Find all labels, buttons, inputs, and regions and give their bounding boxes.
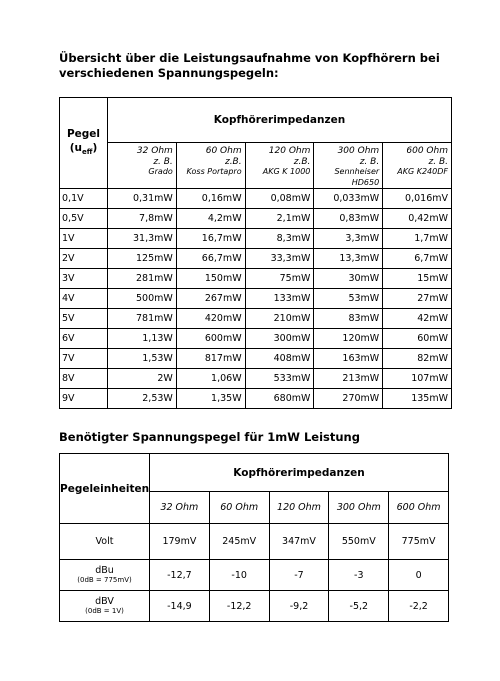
- power-cell: 1,35W: [176, 389, 245, 409]
- column-ohm: 32 Ohm: [136, 146, 173, 156]
- power-cell: 420mW: [176, 309, 245, 329]
- impedance-column-header: [245, 143, 314, 189]
- unit-label: dBV: [95, 596, 114, 607]
- impedance-column-header: [108, 143, 177, 189]
- power-cell: 500mW: [108, 289, 177, 309]
- power-cell: 270mW: [314, 389, 383, 409]
- section2-title: Benötigter Spannungspegel für 1mW Leistung: [59, 430, 360, 444]
- power-cell: 1,13W: [108, 329, 177, 349]
- level-cell: -9,2: [269, 591, 329, 622]
- level-cell: 347mV: [269, 524, 329, 560]
- power-cell: 60mW: [383, 329, 452, 349]
- power-cell: 7,8mW: [108, 209, 177, 229]
- power-cell: 1,06W: [176, 369, 245, 389]
- table-row: [60, 560, 449, 591]
- voltage-label: 2V: [60, 249, 108, 269]
- table-row: [60, 249, 452, 269]
- impedance-column-header: 300 Ohm: [329, 492, 389, 524]
- unit-label-cell: [60, 524, 150, 560]
- power-cell: 2,1mW: [245, 209, 314, 229]
- power-cell: 0,16mW: [176, 189, 245, 209]
- table-row: [60, 369, 452, 389]
- impedance-column-header: 120 Ohm: [269, 492, 329, 524]
- impedance-column-header: 32 Ohm: [150, 492, 210, 524]
- power-cell: 75mW: [245, 269, 314, 289]
- impedance-column-header: [314, 143, 383, 189]
- pegeleinheiten-header: Pegeleinheiten: [60, 454, 150, 524]
- table-row: [60, 269, 452, 289]
- power-cell: 210mW: [245, 309, 314, 329]
- power-table: [59, 97, 452, 409]
- level-table: [59, 453, 449, 622]
- power-cell: 2W: [108, 369, 177, 389]
- unit-reference-note: (0dB = 775mV): [77, 576, 132, 584]
- column-ohm: 120 Ohm: [268, 146, 311, 156]
- level-cell: 0: [389, 560, 449, 591]
- power-cell: 135mW: [383, 389, 452, 409]
- power-cell: 781mW: [108, 309, 177, 329]
- level-cell: -7: [269, 560, 329, 591]
- column-model: AKG K 1000: [262, 167, 311, 176]
- unit-label-cell: [60, 560, 150, 591]
- impedance-header: Kopfhörerimpedanzen: [108, 98, 452, 143]
- table-row: [60, 209, 452, 229]
- power-cell: 300mW: [245, 329, 314, 349]
- power-cell: 30mW: [314, 269, 383, 289]
- section1-title: Übersicht über die Leistungsaufnahme von Kopfhörern bei verschiedenen Spannungspegeln:: [59, 51, 440, 80]
- column-model: Sennheiser HD650: [334, 167, 380, 187]
- power-cell: 533mW: [245, 369, 314, 389]
- power-cell: 408mW: [245, 349, 314, 369]
- impedance-column-header: 60 Ohm: [209, 492, 269, 524]
- power-cell: 133mW: [245, 289, 314, 309]
- voltage-label: 5V: [60, 309, 108, 329]
- power-cell: 0,83mW: [314, 209, 383, 229]
- power-cell: 120mW: [314, 329, 383, 349]
- unit-label: dBu: [95, 565, 114, 576]
- level-cell: 775mV: [389, 524, 449, 560]
- power-cell: 680mW: [245, 389, 314, 409]
- unit-reference-note: (0dB = 1V): [85, 607, 124, 615]
- table-row: [60, 389, 452, 409]
- impedance-column-header: [383, 143, 452, 189]
- power-cell: 16,7mW: [176, 229, 245, 249]
- column-example: z.B.: [224, 156, 242, 167]
- power-cell: 817mW: [176, 349, 245, 369]
- power-cell: 213mW: [314, 369, 383, 389]
- power-cell: 3,3mW: [314, 229, 383, 249]
- voltage-label: 6V: [60, 329, 108, 349]
- column-example: z.B.: [293, 156, 311, 167]
- power-cell: 53mW: [314, 289, 383, 309]
- level-cell: -5,2: [329, 591, 389, 622]
- column-model: Koss Portapro: [186, 167, 242, 176]
- power-cell: 0,31mW: [108, 189, 177, 209]
- pegel-label: Pegel: [66, 127, 101, 140]
- power-cell: 83mW: [314, 309, 383, 329]
- table-row: [60, 349, 452, 369]
- power-cell: 163mW: [314, 349, 383, 369]
- impedance-header-2: Kopfhörerimpedanzen: [150, 454, 449, 492]
- power-cell: 107mW: [383, 369, 452, 389]
- level-cell: 245mV: [209, 524, 269, 560]
- voltage-label: 7V: [60, 349, 108, 369]
- power-cell: 125mW: [108, 249, 177, 269]
- column-ohm: 300 Ohm: [337, 146, 380, 156]
- impedance-column-header: 600 Ohm: [389, 492, 449, 524]
- power-cell: 6,7mW: [383, 249, 452, 269]
- voltage-label: 8V: [60, 369, 108, 389]
- power-cell: 31,3mW: [108, 229, 177, 249]
- power-cell: 66,7mW: [176, 249, 245, 269]
- power-cell: 13,3mW: [314, 249, 383, 269]
- column-example: z. B.: [428, 156, 448, 167]
- column-model: AKG K240DF: [397, 167, 448, 176]
- power-cell: 150mW: [176, 269, 245, 289]
- table-row: [60, 329, 452, 349]
- level-cell: 179mV: [150, 524, 210, 560]
- voltage-label: 0,5V: [60, 209, 108, 229]
- power-cell: 0,033mW: [314, 189, 383, 209]
- power-cell: 600mW: [176, 329, 245, 349]
- voltage-label: 3V: [60, 269, 108, 289]
- unit-label: Volt: [95, 536, 114, 547]
- power-cell: 33,3mW: [245, 249, 314, 269]
- column-example: z. B.: [359, 156, 380, 167]
- ueff-label: $(u_{eff})$: [69, 141, 98, 157]
- power-cell: 1,53W: [108, 349, 177, 369]
- voltage-label: 9V: [60, 389, 108, 409]
- power-cell: 82mW: [383, 349, 452, 369]
- table-row: [60, 591, 449, 622]
- pegel-header: [60, 98, 108, 189]
- level-cell: -14,9: [150, 591, 210, 622]
- column-example: z. B.: [153, 156, 173, 167]
- power-cell: 1,7mW: [383, 229, 452, 249]
- level-cell: -3: [329, 560, 389, 591]
- table-row: [60, 289, 452, 309]
- level-cell: -2,2: [389, 591, 449, 622]
- voltage-label: 1V: [60, 229, 108, 249]
- power-cell: 42mW: [383, 309, 452, 329]
- level-cell: -10: [209, 560, 269, 591]
- level-cell: 550mV: [329, 524, 389, 560]
- level-cell: -12,7: [150, 560, 210, 591]
- table-row: [60, 309, 452, 329]
- table-row: [60, 524, 449, 560]
- table-row: [60, 189, 452, 209]
- power-cell: 8,3mW: [245, 229, 314, 249]
- power-cell: 0,016mV: [383, 189, 452, 209]
- voltage-label: 4V: [60, 289, 108, 309]
- power-cell: 2,53W: [108, 389, 177, 409]
- column-ohm: 600 Ohm: [406, 146, 448, 156]
- voltage-label: 0,1V: [60, 189, 108, 209]
- column-model: Grado: [148, 167, 173, 176]
- level-cell: -12,2: [209, 591, 269, 622]
- power-cell: 27mW: [383, 289, 452, 309]
- power-cell: 0,42mW: [383, 209, 452, 229]
- column-ohm: 60 Ohm: [205, 146, 242, 156]
- power-cell: 0,08mW: [245, 189, 314, 209]
- power-cell: 4,2mW: [176, 209, 245, 229]
- power-cell: 15mW: [383, 269, 452, 289]
- power-cell: 281mW: [108, 269, 177, 289]
- table-row: [60, 229, 452, 249]
- impedance-column-header: [176, 143, 245, 189]
- power-cell: 267mW: [176, 289, 245, 309]
- unit-label-cell: [60, 591, 150, 622]
